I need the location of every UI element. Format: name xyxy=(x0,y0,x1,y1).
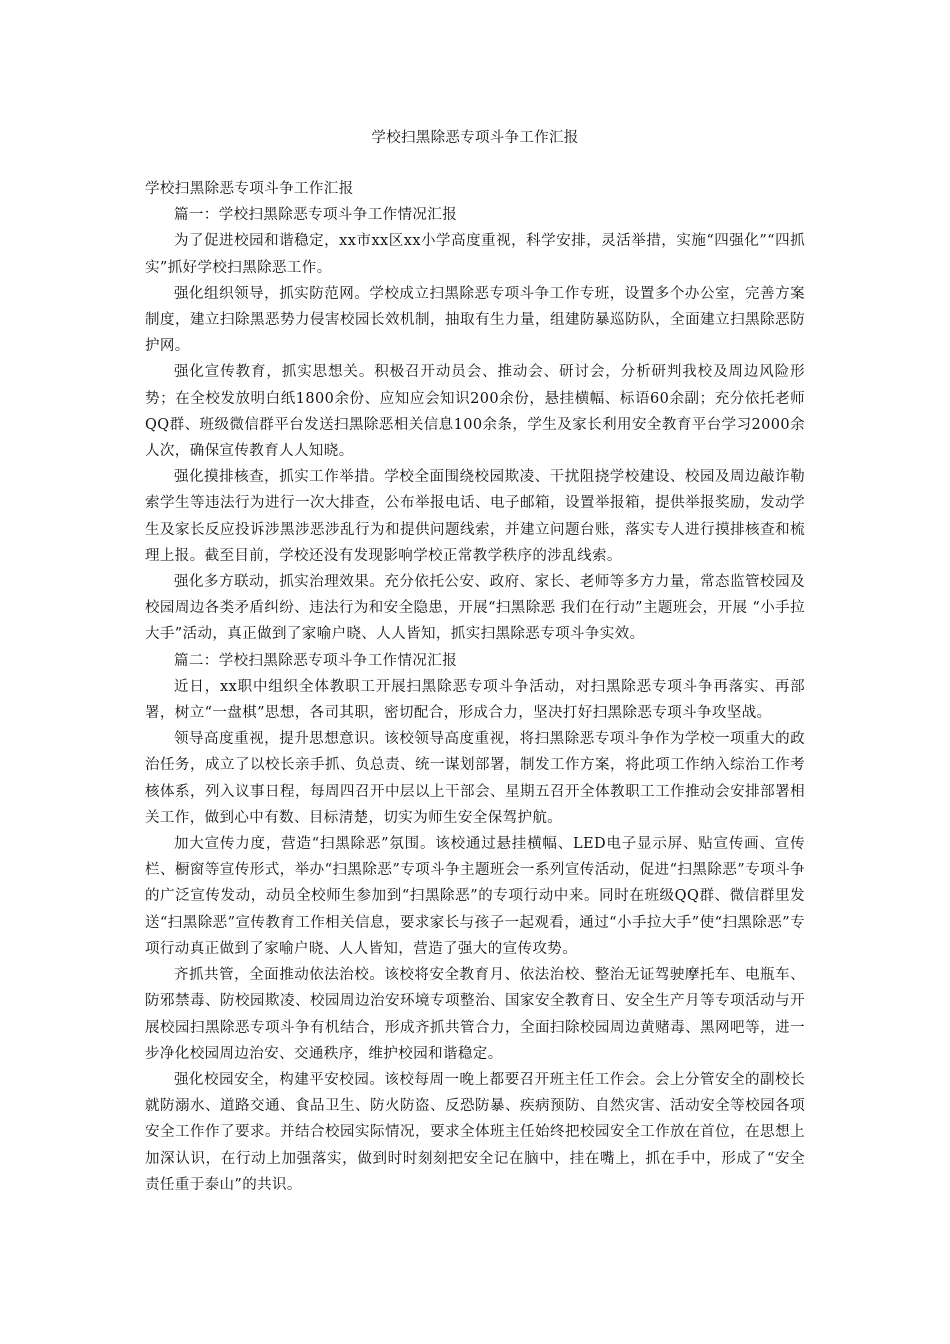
section-heading: 篇一：学校扫黑除恶专项斗争工作情况汇报 xyxy=(174,207,458,224)
paragraph: 强化校园安全，构建平安校园。该校每周一晚上都要召开班主任工作会。会上分管安全的副校长就防溺水、道路交通、食品卫生、防火防盗、反恐防暴、疾病预防、自然灾害、活动安全等校园各项安全工作作了要求。并结合校园实际情况，要求全体班主任始终把校园安全工作放在首位，在思想上加深认识，在行动上加强落实，做到时时刻刻把安全记在脑中，挂在嘴上，抓在手中，形成了“安全责任重于泰山”的共识。 xyxy=(145,1071,805,1193)
document-body xyxy=(145,176,805,1198)
document-title: 学校扫黑除恶专项斗争工作汇报 xyxy=(371,130,579,146)
paragraph: 近日，xx职中组织全体教职工开展扫黑除恶专项斗争活动，对扫黑除恶专项斗争再落实、再部署，树立“一盘棋”思想，各司其职，密切配合，形成合力，坚决打好扫黑除恶专项斗争攻坚战。 xyxy=(145,678,805,722)
paragraph: 强化摸排核查，抓实工作举措。学校全面围绕校园欺凌、干扰阻挠学校建设、校园及周边敲诈勒索学生等违法行为进行一次大排查，公布举报电话、电子邮箱，设置举报箱，提供举报奖励，发动学生及家长反应投诉涉黑涉恶涉乱行为和提供问题线索，并建立问题台账，落实专人进行摸排核查和梳理上报。截至目前，学校还没有发现影响学校正常教学秩序的涉乱线索。 xyxy=(145,469,805,564)
paragraph: 强化多方联动，抓实治理效果。充分依托公安、政府、家长、老师等多方力量，常态监管校园及校园周边各类矛盾纠纷、违法行为和安全隐患，开展“扫黑除恶 我们在行动”主题班会，开展 “小手拉大手”活动，真正做到了家喻户晓、人人皆知，抓实扫黑除恶专项斗争实效。 xyxy=(145,574,805,643)
paragraph: 强化宣传教育，抓实思想关。积极召开动员会、推动会、研讨会，分析研判我校及周边风险形势；在全校发放明白纸1800余份、应知应会知识200余份，悬挂横幅、标语60余副；充分依托老师QQ群、班级微信群平台发送扫黑除恶相关信息100余条，学生及家长利用安全教育平台学习2000余人次，确保宣传教育人人知晓。 xyxy=(145,364,805,460)
section-heading: 篇二：学校扫黑除恶专项斗争工作情况汇报 xyxy=(174,652,458,669)
paragraph: 加大宣传力度，营造“扫黑除恶”氛围。该校通过悬挂横幅、LED电子显示屏、贴宣传画、宣传栏、橱窗等宣传形式，举办“扫黑除恶”专项斗争主题班会一系列宣传活动，促进“扫黑除恶”专项斗争的广泛宣传发动，动员全校师生参加到“扫黑除恶”的专项行动中来。同时在班级QQ群、微信群里发送“扫黑除恶”宣传教育工作相关信息，要求家长与孩子一起观看，通过“小手拉大手”使“扫黑除恶”专项行动真正做到了家喻户晓、人人皆知，营造了强大的宣传攻势。 xyxy=(145,836,805,957)
paragraph: 强化组织领导，抓实防范网。学校成立扫黑除恶专项斗争工作专班，设置多个办公室，完善方案制度，建立扫除黑恶势力侵害校园长效机制，抽取有生力量，组建防暴巡防队，全面建立扫黑除恶防护网。 xyxy=(145,285,805,355)
paragraph: 领导高度重视，提升思想意识。该校领导高度重视，将扫黑除恶专项斗争作为学校一项重大的政治任务，成立了以校长亲手抓、负总责、统一谋划部署，制发工作方案，将此项工作纳入综治工作考核体系，列入议事日程，每周四召开中层以上干部会、星期五召开全体教职工工作推动会安排部署相关工作，做到心中有数、目标清楚，切实为师生安全保驾护航。 xyxy=(145,731,805,826)
document-subtitle: 学校扫黑除恶专项斗争工作汇报 xyxy=(145,181,354,197)
paragraph: 齐抓共管，全面推动依法治校。该校将安全教育月、依法治校、整治无证驾驶摩托车、电瓶车、防邪禁毒、防校园欺凌、校园周边治安环境专项整治、国家安全教育日、安全生产月等专项活动与开展校园扫黑除恶专项斗争有机结合，形成齐抓共管合力，全面扫除校园周边黄赌毒、黑网吧等，进一步净化校园周边治安、交通秩序，维护校园和谐稳定。 xyxy=(145,967,805,1062)
paragraph: 为了促进校园和谐稳定，xx市xx区xx小学高度重视，科学安排，灵活举措，实施“四强化”“四抓实”抓好学校扫黑除恶工作。 xyxy=(145,233,805,276)
